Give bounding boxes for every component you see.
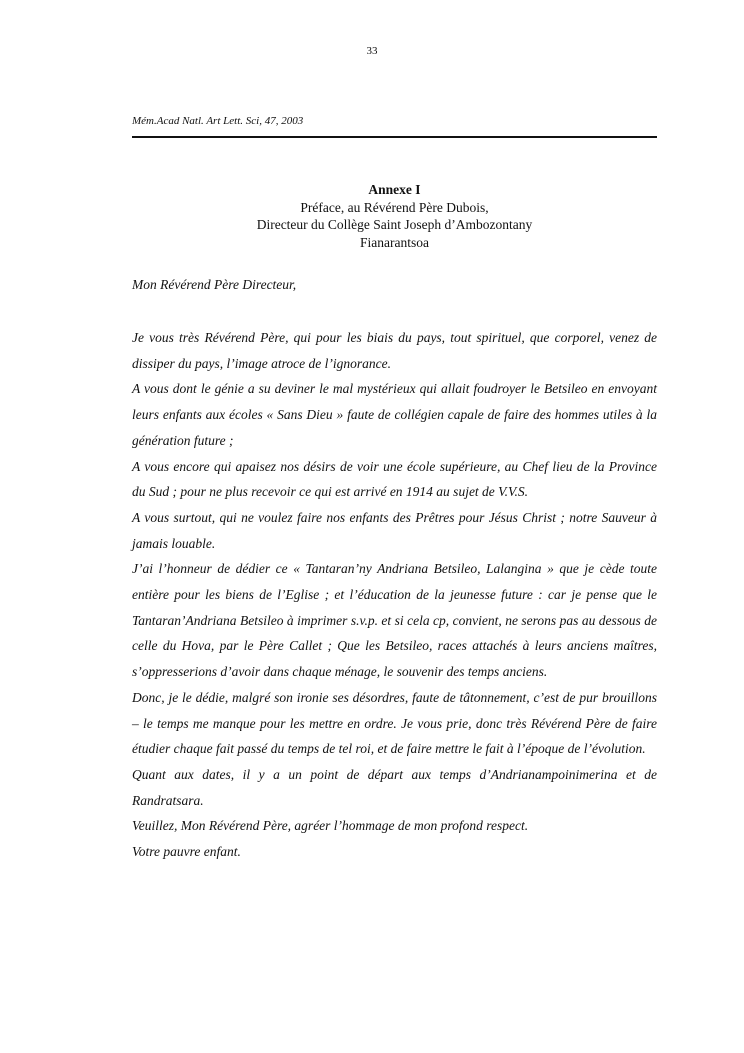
annex-heading: [132, 181, 657, 251]
paragraph: Je vous très Révérend Père, qui pour les biais du pays, tout spirituel, que corporel, venez de dissiper du pays, l’image atroce de l’ignorance.: [132, 330, 657, 371]
journal-reference: Mém.Acad Natl. Art Lett. Sci, 47, 2003: [132, 115, 304, 127]
annex-title: Annexe I: [368, 182, 421, 197]
paragraph: A vous encore qui apaisez nos désirs de voir une école supérieure, au Chef lieu de la Province du Sud ; pour ne plus recevoir ce qui est arrivé en 1914 au sujet de V.V.S.: [132, 458, 657, 500]
heading-line-director: Directeur du Collège Saint Joseph d’Ambozontany: [256, 217, 533, 232]
paragraph: A vous surtout, qui ne voulez faire nos enfants des Prêtres pour Jésus Christ ; notre Sauveur à jamais louable.: [132, 509, 657, 551]
header-rule: [132, 136, 657, 138]
salutation: Mon Révérend Père Directeur,: [132, 277, 297, 292]
closing-paragraph: Veuillez, Mon Révérend Père, agréer l’hommage de mon profond respect.: [132, 818, 529, 834]
signature: Votre pauvre enfant.: [132, 844, 241, 860]
heading-line-city: Fianarantsoa: [360, 234, 429, 250]
heading-line-dedication: Préface, au Révérend Père Dubois,: [300, 199, 489, 215]
paragraph: Donc, je le dédie, malgré son ironie ses désordres, faute de tâtonnement, c’est de pur brouillons – le temps me manque pour les mettre en ordre. Je vous prie, donc très Révérend Père de faire étudier chaque fait passé du temps de tel roi, et de faire mettre le fait à l’époque de l’évolution.: [132, 689, 657, 757]
paragraph: Quant aux dates, il y a un point de départ aux temps d’Andrianampoinimerina et de Randratsara.: [132, 766, 657, 808]
paragraph: J’ai l’honneur de dédier ce « Tantaran’ny Andriana Betsileo, Lalangina » que je cède toute entière pour les biens de l’Eglise ; et l’éducation de la jeunesse future : car je pense que le Tantaran’Andriana Betsileo à imprimer s.v.p. et si cela cp, convient, ne serons pas au dessous de celle du Hova, par le Père Callet ; Que les Betsileo, races attachés à leurs anciens maîtres, s’oppresserions d’avoir dans chaque ménage, le souvenir des temps anciens.: [132, 561, 657, 680]
page-number: 33: [366, 45, 378, 57]
letter-body: [132, 325, 657, 865]
paragraph: A vous dont le génie a su deviner le mal mystérieux qui allait foudroyer le Betsileo en envoyant leurs enfants aux écoles « Sans Dieu » faute de collégien capale de faire des hommes utiles à la génération future ;: [132, 381, 657, 448]
